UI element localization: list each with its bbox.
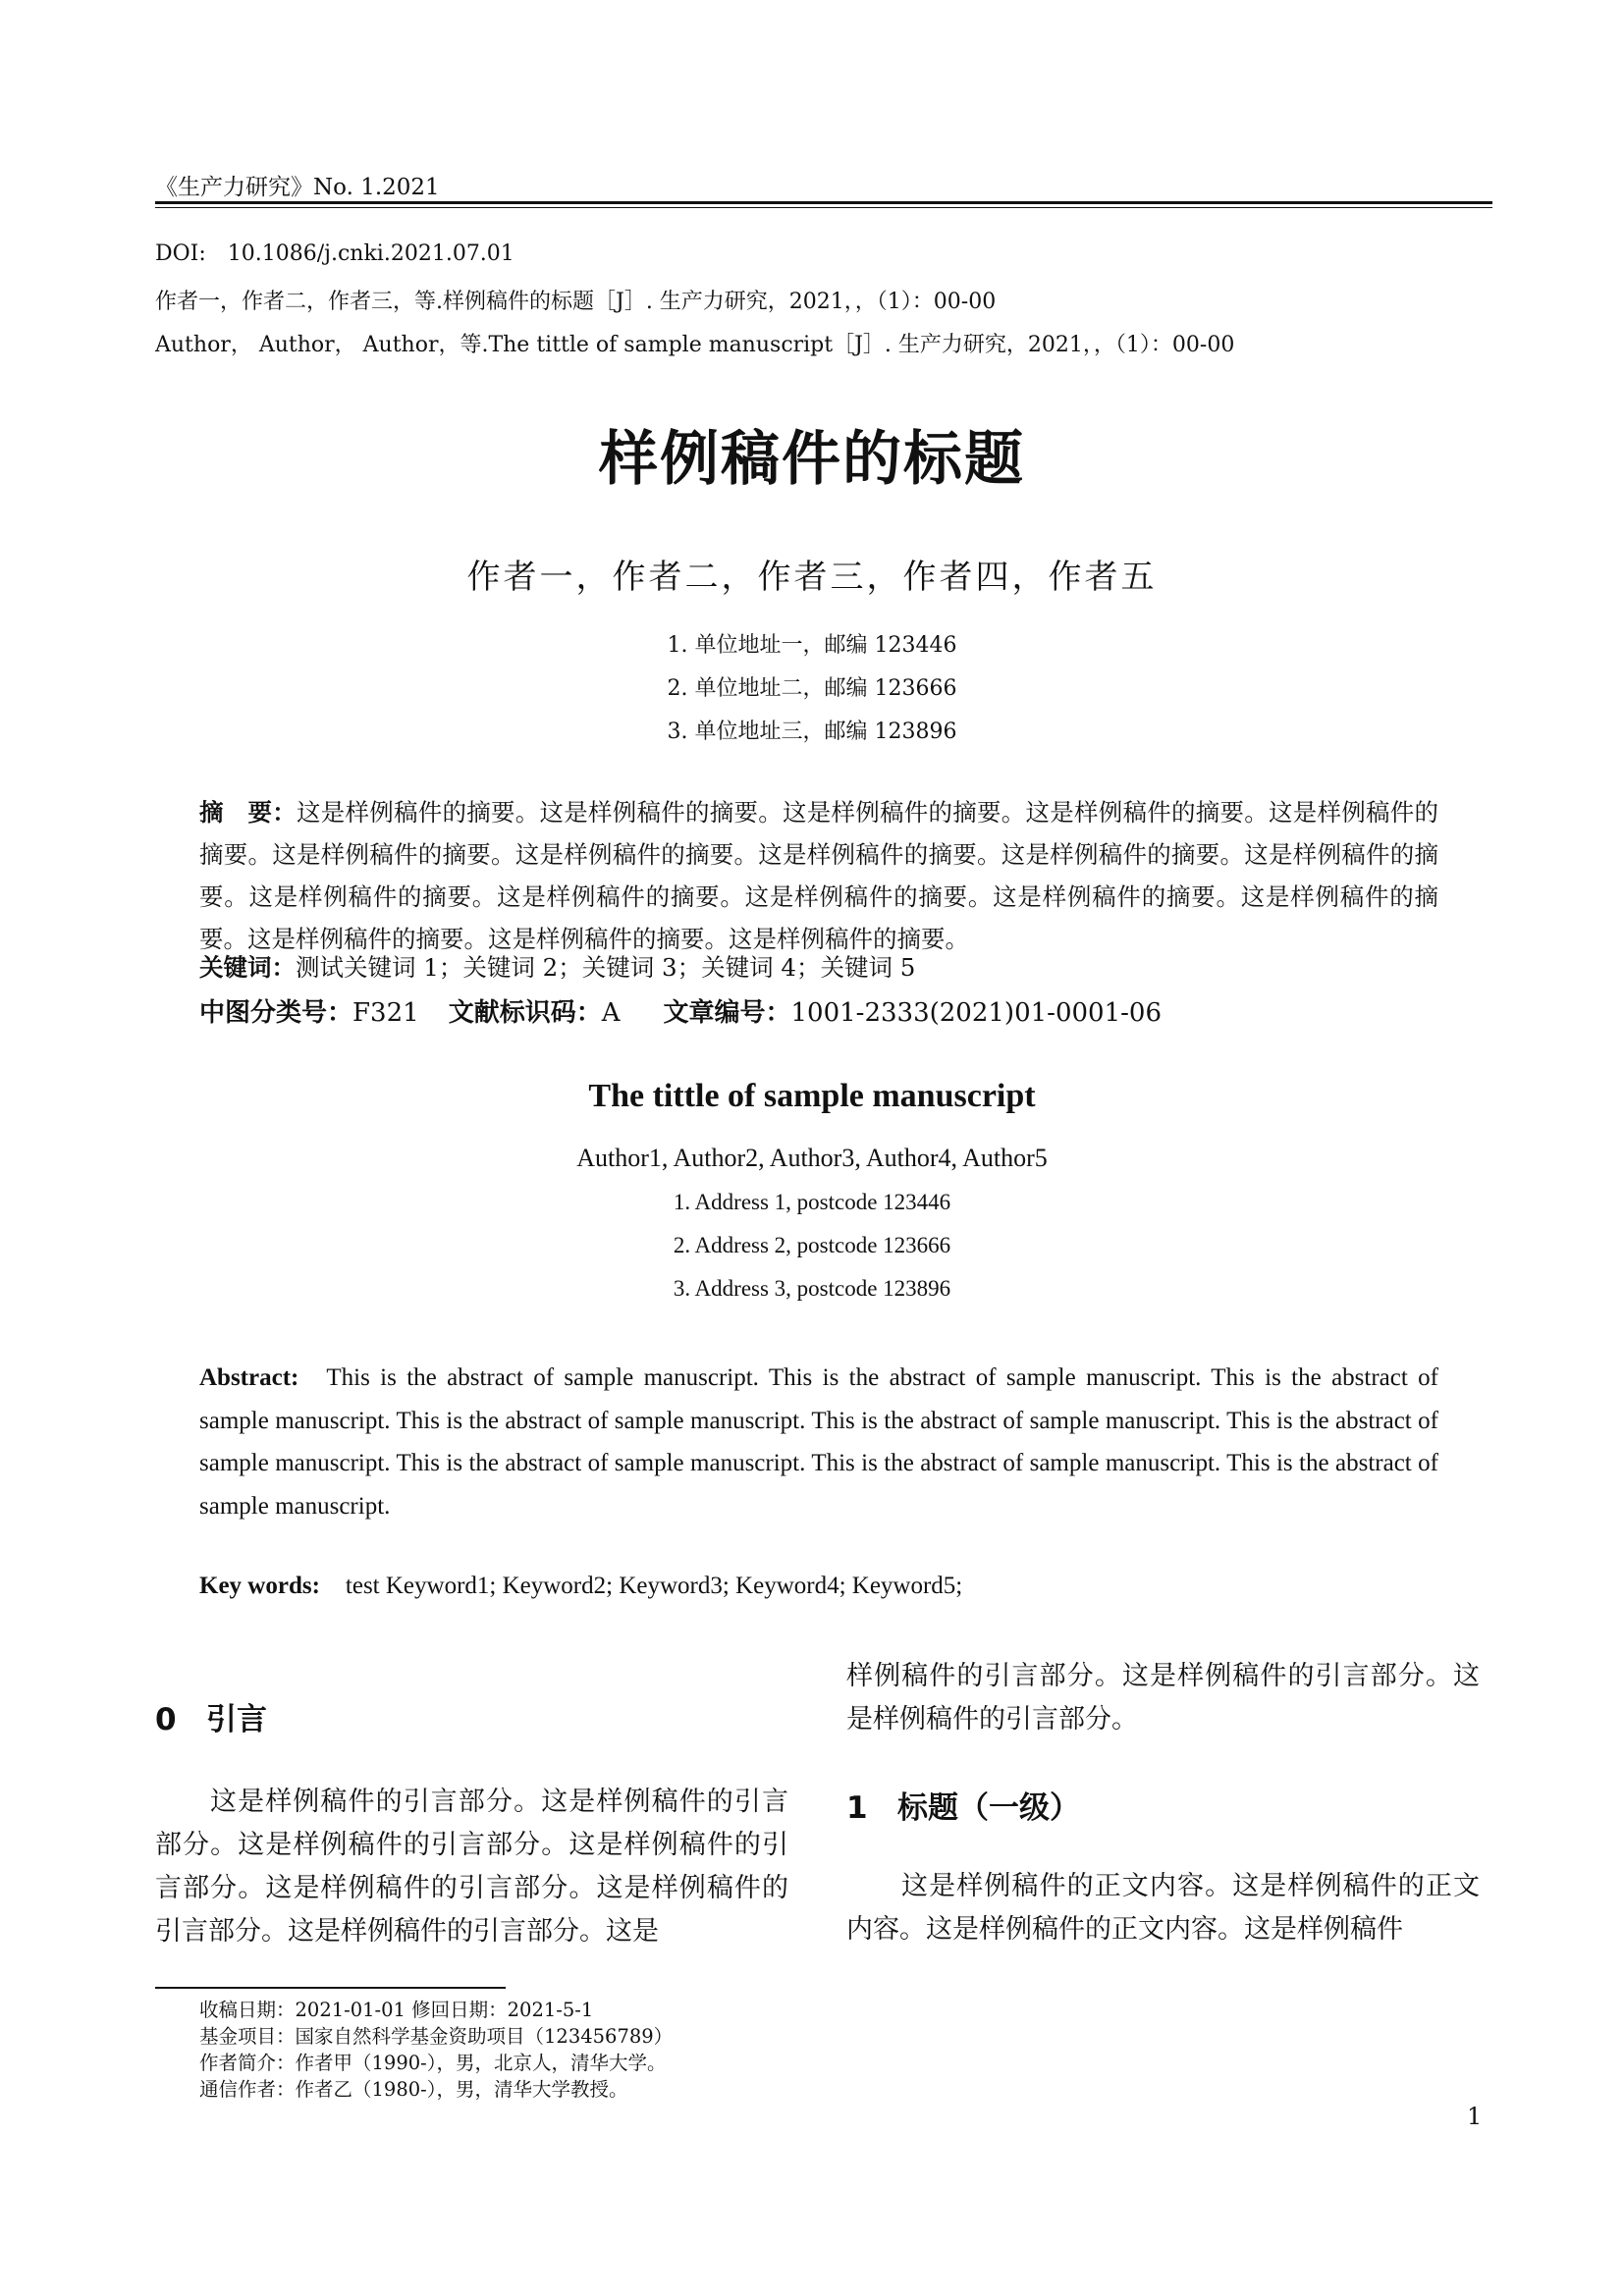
abstract-cn-label: 摘 要： <box>199 798 297 827</box>
authors-en: Author1, Author2, Author3, Author4, Author5 <box>576 1144 1048 1172</box>
keywords-cn-label: 关键词： <box>199 953 296 982</box>
section-title: 引言 <box>206 1702 267 1737</box>
doi-value: 10.1086/j.cnki.2021.07.01 <box>227 241 514 266</box>
page-number: 1 <box>1467 2103 1483 2130</box>
citation-en: Author， Author， Author，等.The tittle of sample manuscript［J］. 生产力研究，2021，，（1）：00-00 <box>155 333 1235 357</box>
section-1-paragraph: 这是样例稿件的正文内容。这是样例稿件的正文内容。这是样例稿件的正文内容。这是样例稿件 <box>846 1871 1480 1945</box>
article-no-value: 1001-2333(2021)01-0001-06 <box>790 998 1162 1028</box>
abstract-en-text: This is the abstract of sample manuscript. This is the abstract of sample manuscript. This is the abstract of sample manuscript. This is the abstract of sample manuscript. This is the abstract of sample manuscript. This is the abstract of sample manuscript. This is the abstract of sample manuscript. This is the abstract of sample manuscript. This is the abstract of sample manuscript. <box>199 1364 1438 1520</box>
section-title: 标题（一级） <box>897 1790 1080 1826</box>
paper-title-cn: 样例稿件的标题 <box>599 425 1025 494</box>
paper-title-en: The tittle of sample manuscript <box>588 1078 1036 1114</box>
section-number: 1 <box>846 1790 868 1826</box>
keywords-en-label: Key words: <box>199 1573 320 1599</box>
footnote-received: 收稿日期：2021-01-01 修回日期：2021-5-1 <box>199 1999 594 2021</box>
header-rule-thick <box>155 201 1492 204</box>
footnote-author-bio: 作者简介：作者甲（1990-），男，北京人，清华大学。 <box>199 2052 667 2074</box>
section-number: 0 <box>155 1702 177 1737</box>
keywords-en <box>199 1573 962 1600</box>
doi-line <box>155 241 514 266</box>
abstract-cn-text: 这是样例稿件的摘要。这是样例稿件的摘要。这是样例稿件的摘要。这是样例稿件的摘要。这是样例稿件的摘要。这是样例稿件的摘要。这是样例稿件的摘要。这是样例稿件的摘要。这是样例稿件的摘要。这是样例稿件的摘要。这是样例稿件的摘要。这是样例稿件的摘要。这是样例稿件的摘要。这是样例稿件的摘要。这是样例稿件的摘要。这是样例稿件的摘要。这是样例稿件的摘要。这是样例稿件的摘要。 <box>199 798 1438 953</box>
clc-value: F321 <box>352 998 419 1028</box>
footnote-corresponding: 通信作者：作者乙（1980-），男，清华大学教授。 <box>199 2078 628 2101</box>
doc-code-value: A <box>601 998 621 1028</box>
journal-header: 《生产力研究》No. 1.2021 <box>155 175 440 200</box>
affiliation-en-1: 1. Address 1, postcode 123446 <box>673 1190 951 1214</box>
citation-cn: 作者一，作者二，作者三，等.样例稿件的标题［J］. 生产力研究，2021，，（1）：00-00 <box>155 290 997 314</box>
abstract-en-label: Abstract: <box>199 1364 299 1391</box>
article-no-label: 文章编号： <box>663 998 791 1028</box>
affiliation-en-3: 3. Address 3, postcode 123896 <box>673 1276 951 1301</box>
abstract-cn <box>199 791 1438 960</box>
footnote-funding: 基金项目：国家自然科学基金资助项目（123456789） <box>199 2025 674 2048</box>
doc-code-label: 文献标识码： <box>448 998 602 1028</box>
affiliation-cn-3: 3. 单位地址三，邮编 123896 <box>667 720 957 744</box>
intro-paragraph-left: 这是样例稿件的引言部分。这是样例稿件的引言部分。这是样例稿件的引言部分。这是样例稿件的引言部分。这是样例稿件的引言部分。这是样例稿件的引言部分。这是样例稿件的引言部分。这是 <box>155 1787 788 1947</box>
section-heading-1 <box>846 1783 1080 1827</box>
affiliation-cn-2: 2. 单位地址二，邮编 123666 <box>667 676 957 701</box>
footnote-rule <box>155 1987 506 1989</box>
abstract-en <box>199 1357 1438 1527</box>
affiliation-cn-1: 1. 单位地址一，邮编 123446 <box>667 633 957 658</box>
affiliation-en-2: 2. Address 2, postcode 123666 <box>673 1233 951 1257</box>
keywords-cn-text: 测试关键词 1；关键词 2；关键词 3；关键词 4；关键词 5 <box>296 953 916 982</box>
keywords-en-text: test Keyword1; Keyword2; Keyword3; Keyword4; Keyword5; <box>345 1573 963 1599</box>
footnotes <box>199 1997 673 2103</box>
authors-cn: 作者一，作者二，作者三，作者四，作者五 <box>466 558 1158 597</box>
intro-paragraph-right: 样例稿件的引言部分。这是样例稿件的引言部分。这是样例稿件的引言部分。 <box>846 1661 1480 1735</box>
keywords-cn <box>199 949 915 984</box>
doi-label: DOI: <box>155 241 206 266</box>
clc-label: 中图分类号： <box>199 998 353 1028</box>
classification-row <box>199 992 1162 1029</box>
header-rule-thin <box>155 207 1492 208</box>
section-heading-intro <box>155 1694 267 1738</box>
